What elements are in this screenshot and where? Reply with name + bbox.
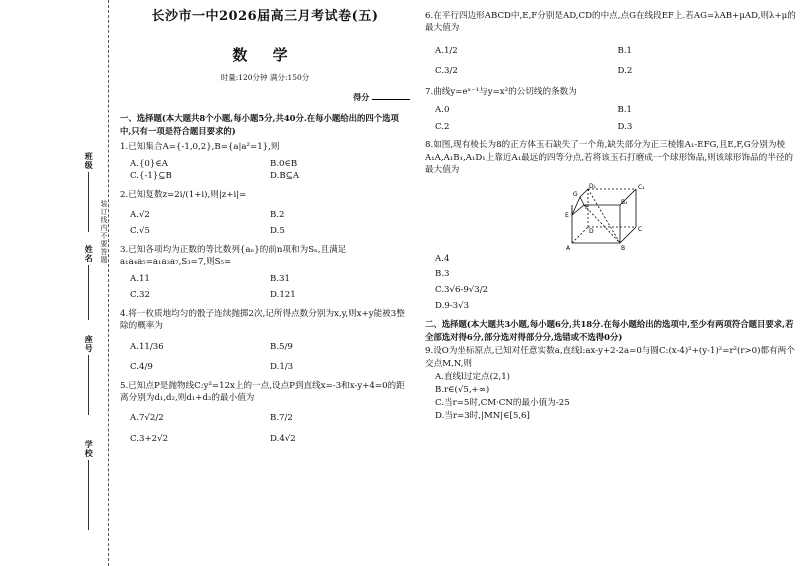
option-d[interactable]: D.1/3 [270,362,294,373]
label-b1: B₁ [620,198,628,206]
cube-figure [558,181,668,253]
option-a[interactable]: A.√2 [130,210,150,221]
option-d[interactable]: D.9-3√3 [435,301,470,312]
option-d[interactable]: D.2 [617,66,633,77]
option-c[interactable]: C.3√6-9√3/2 [435,285,489,296]
option-c[interactable]: C.32 [130,290,150,301]
right-column [425,10,800,422]
seat-blank [88,355,89,415]
option-c[interactable]: C.2 [435,121,450,132]
option-b[interactable]: B.3 [435,269,450,280]
school-blank [88,460,89,530]
option-d[interactable]: D.121 [270,290,296,301]
subject-title: 数 学 [232,45,298,64]
option-b[interactable]: B.7/2 [270,413,293,424]
class-label: 班级 [84,152,95,170]
question-stem: 5.已知点P是抛物线C:y²=12x上的一点,设点P到直线x=-3和x-y+4=0的距离分别为d₁,d₂,则d₁+d₂的最小值为 [120,380,405,404]
name-blank [88,265,89,320]
question-stem: 8.如图,现有棱长为8的正方体玉石缺失了一个角,缺失部分为正三棱锥A₁-EFG,且E,F,G分别为棱A₁A,A₁B₁,A₁D₁上靠近A₁最远的四等分点,若将该玉石打磨成一个球形饰品,则该球形饰品的半径的最大值为 [425,140,794,176]
question-stem: 2.已知复数z=2i/(1+i),则|z+i|= [120,189,247,200]
option-b[interactable]: B.5/9 [270,341,293,352]
option-c[interactable]: C.√5 [130,226,150,237]
label-f: F [584,203,588,211]
option-b[interactable]: B.0∈B [270,158,298,169]
label-g: G [572,190,578,198]
option-c[interactable]: C.当r=5时,CM·CN的最小值为-25 [435,397,570,408]
option-d[interactable]: D.B⊆A [270,171,300,182]
score-field [120,93,410,102]
option-a[interactable]: A.11/36 [130,341,164,352]
option-a[interactable]: A.1/2 [435,45,458,56]
option-b[interactable]: B.2 [270,210,285,221]
question-stem: 7.曲线y=eˣ⁻¹与y=x²的公切线的条数为 [425,86,577,97]
question-stem: 3.已知各项均为正数的等比数列{aₙ}的前n项和为Sₙ,且满足a₁a₄a₅=a₁a₃a₇,S₃=7,则S₅= [120,244,347,268]
question-stem: 4.将一枚质地均匀的骰子连续抛掷2次,记所得点数分别为x,y,则x+y能被3整除的概率为 [120,308,405,332]
school-title: 长沙市一中2026届高三月考试卷(五) [151,9,379,24]
option-b[interactable]: B.1 [617,105,633,116]
question-8 [425,139,800,312]
option-a[interactable]: A.4 [435,253,450,264]
label-e: E [564,211,569,219]
option-b[interactable]: B.31 [270,273,290,284]
question-stem: 9.设O为坐标原点,已知对任意实数a,直线l:ax-y+2-2a=0与圆C:(x-4)²+(y-1)²=r²(r>0)都有两个交点M,N,则 [425,346,795,369]
binding-margin [0,0,118,566]
question-7 [425,86,800,133]
name-label: 姓名 [84,245,95,263]
time-score: 时量:120分钟 满分:150分 [220,73,310,83]
option-a[interactable]: A.11 [130,273,150,284]
question-1 [120,141,410,182]
option-b[interactable]: B.1 [617,45,633,56]
option-d[interactable]: D.5 [270,226,285,237]
question-9 [425,345,800,421]
option-c[interactable]: C.3/2 [435,66,458,77]
label-c1: C₁ [637,183,645,191]
section-2-title: 二、选择题(本大题共3小题,每小题6分,共18分.在每小题给出的选项中,至少有两项符合题目要求,若全部选对得6分,部分选对得部分分,选错或不选得0分) [425,319,794,342]
label-a: A [565,244,570,252]
question-stem: 6.在平行四边形ABCD中,E,F分别是AD,CD的中点,点G在线段EF上.若AG=λAB+μAD,则λ+μ的最大值为 [425,11,796,34]
question-6 [425,10,800,78]
question-2 [120,189,410,238]
school-label: 学校 [84,440,95,458]
question-3 [120,244,410,302]
option-c[interactable]: C.{-1}⊆B [130,171,172,182]
class-blank [88,172,89,232]
option-a[interactable]: A.直线l过定点(2,1) [435,372,511,383]
score-blank[interactable] [372,99,410,100]
label-d1: D₁ [588,182,596,190]
question-4 [120,308,410,374]
seal-notice: 装订线内不要答题 [100,200,109,264]
option-a[interactable]: A.0 [435,105,450,116]
seat-label: 座号 [84,335,95,353]
option-a[interactable]: A.{0}∈A [130,158,168,169]
option-d[interactable]: D.3 [617,121,633,132]
left-column [120,10,410,445]
section-1-title: 一、选择题(本大题共8个小题,每小题5分,共40分.在每小题给出的四个选项中,只有一项是符合题目要求的) [120,113,399,136]
label-c: C [637,225,642,233]
option-d[interactable]: D.当r=3时,|MN|∈[5,6] [435,410,530,421]
label-b: B [620,244,625,252]
option-a[interactable]: A.7√2/2 [130,413,164,424]
option-c[interactable]: C.4/9 [130,362,153,373]
label-d: D [588,227,594,235]
question-stem: 1.已知集合A={-1,0,2},B={a|a²=1},则 [120,142,280,153]
option-d[interactable]: D.4√2 [270,433,296,444]
option-b[interactable]: B.r∈(√5,+∞) [435,385,490,396]
score-label: 得分 [353,91,370,102]
question-5 [120,380,410,446]
option-c[interactable]: C.3+2√2 [130,433,169,444]
cut-line [108,0,109,566]
